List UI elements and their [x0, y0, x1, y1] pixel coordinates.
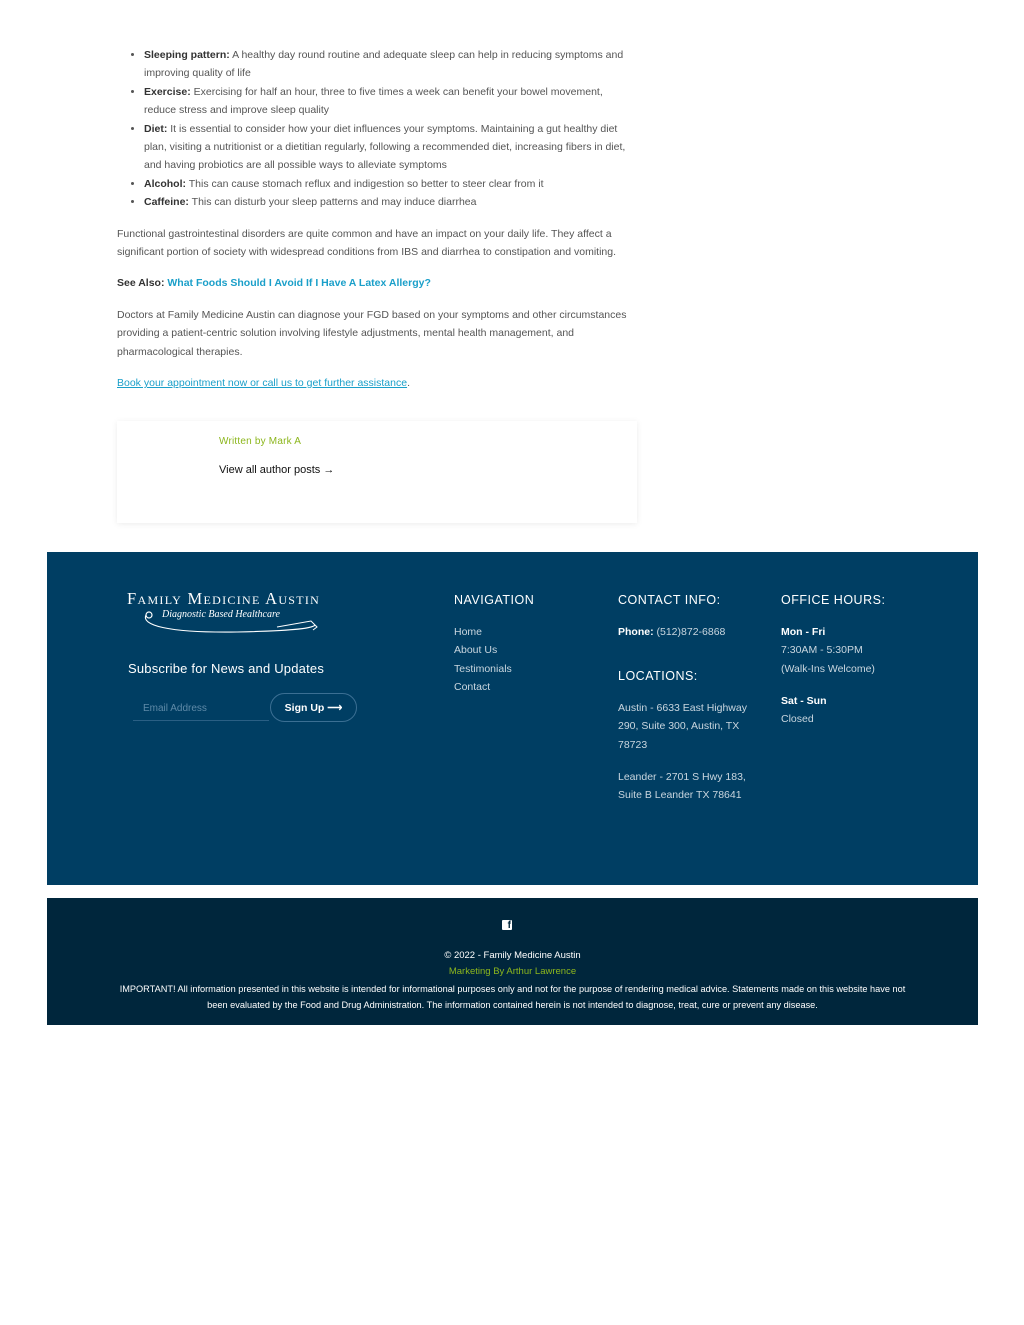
author-box [117, 421, 637, 523]
weekend-label: Sat - Sun [781, 695, 827, 707]
location-leander: Leander - 2701 S Hwy 183, Suite B Leander TX 78641 [618, 771, 746, 802]
list-item-text: A healthy day round routine and adequate sleep can help in reducing symptoms and improving quality of life [144, 49, 624, 80]
weekend-time: Closed [781, 713, 814, 726]
facebook-icon[interactable]: f [502, 920, 512, 930]
stethoscope-icon [127, 601, 332, 639]
weekend-hours [781, 692, 911, 729]
list-item-text: This can disturb your sleep patterns and may induce diarrhea [188, 196, 477, 209]
see-also-link[interactable]: What Foods Should I Avoid If I Have A Latex Allergy? [167, 277, 431, 290]
list-item-text: Exercising for half an hour, three to five times a week can benefit your bowel movement, reduce stress and improve sleep quality [144, 85, 603, 117]
see-also-label: See Also: [117, 277, 165, 290]
weekday-hours [781, 623, 911, 678]
list-item-label: Diet: [144, 122, 168, 135]
medical-disclaimer: IMPORTANT! All information presented in this website is intended for informational purposes only and not for the purpose of rendering medical advice. Statements made on this website have not been evaluated by the Food and Drug Administration. The information contained herein is not intended to diagnose, treat, cure or prevent any disease. [119, 984, 906, 1010]
footer-bottom-bar [47, 898, 978, 1025]
contact-heading: CONTACT INFO: [618, 593, 721, 607]
list-item-label: Alcohol: [144, 177, 186, 190]
see-also [117, 274, 637, 292]
cta-paragraph [117, 374, 637, 392]
footer-nav [454, 623, 512, 697]
list-item-label: Caffeine: [144, 196, 189, 209]
paragraph-fgd: Functional gastrointestinal disorders are quite common and have an impact on your daily life. They affect a significant portion of society with widespread conditions from IBS and diarrhea to constipation and vomiting. [117, 227, 617, 259]
subscribe-title: Subscribe for News and Updates [128, 661, 325, 676]
paragraph-doctors: Doctors at Family Medicine Austin can diagnose your FGD based on your symptoms and other circumstances providing a patient-centric solution involving lifestyle adjustments, mental health management, and pharmacological therapies. [117, 308, 627, 358]
phone-line [618, 623, 748, 641]
author-written-by: Written by Mark A [219, 436, 302, 447]
list-item [144, 46, 637, 83]
tips-list [117, 46, 637, 212]
list-item-text: This can cause stomach reflux and indigestion so better to steer clear from it [186, 177, 544, 190]
list-item-text: It is essential to consider how your diet influences your symptoms. Maintaining a gut healthy diet plan, visiting a nutritionist or a dietitian regularly, following a recommended diet, increasing fibers in diet, and having probiotics are all possible ways to alleviate symptoms [144, 122, 626, 172]
list-item [144, 83, 637, 120]
walk-ins-note: (Walk-Ins Welcome) [781, 662, 875, 675]
copyright: © 2022 - Family Medicine Austin [444, 950, 581, 961]
office-hours-heading: OFFICE HOURS: [781, 593, 886, 607]
logo-title: Family Medicine Austin [127, 589, 321, 608]
site-logo[interactable] [127, 589, 332, 639]
footer [47, 552, 978, 885]
nav-contact[interactable]: Contact [454, 681, 491, 694]
phone-label: Phone: [618, 626, 654, 638]
view-author-posts-link[interactable]: View all author posts → [219, 464, 335, 476]
weekday-label: Mon - Fri [781, 626, 826, 638]
book-appointment-link[interactable]: Book your appointment now or call us to get further assistance [117, 377, 408, 390]
sign-up-button[interactable]: Sign Up ⟶ [270, 693, 357, 722]
nav-home[interactable]: Home [454, 626, 483, 638]
list-item-label: Exercise: [144, 85, 191, 98]
list-item [144, 175, 637, 193]
list-item-label: Sleeping pattern: [144, 49, 230, 61]
article-body [117, 46, 637, 393]
logo-tagline: Diagnostic Based Healthcare [162, 609, 280, 620]
navigation-heading: NAVIGATION [454, 593, 535, 607]
locations-heading: LOCATIONS: [618, 669, 698, 683]
list-item [144, 193, 637, 211]
phone-number[interactable]: (512)872-6868 [653, 626, 726, 638]
marketing-credit-link[interactable]: Marketing By Arthur Lawrence [448, 966, 577, 977]
location-austin: Austin - 6633 East Highway 290, Suite 300, Austin, TX 78723 [618, 702, 747, 751]
nav-about-us[interactable]: About Us [454, 644, 498, 657]
email-field[interactable] [133, 696, 269, 721]
list-item [144, 120, 637, 175]
weekday-time: 7:30AM - 5:30PM [781, 644, 863, 657]
nav-testimonials[interactable]: Testimonials [454, 662, 512, 675]
cta-period: . [407, 377, 410, 390]
